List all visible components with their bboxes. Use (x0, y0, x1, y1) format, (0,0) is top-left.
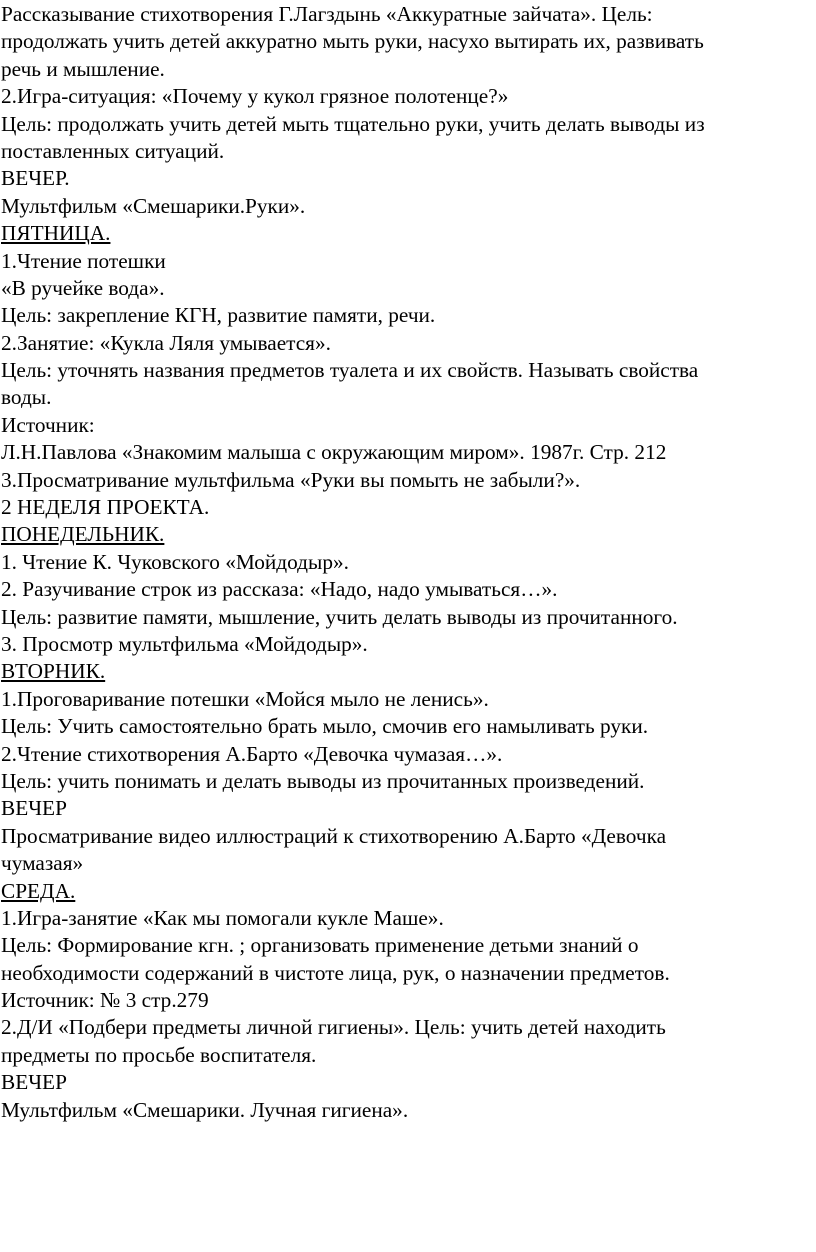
text-line: 2.Игра-ситуация: «Почему у кукол грязное полотенце?» (1, 84, 509, 109)
text-line: 2. Разучивание строк из рассказа: «Надо, надо умываться…». (1, 577, 558, 602)
text-line: Цель: учить понимать и делать выводы из прочитанных произведений. (1, 768, 645, 793)
text-line: 1.Игра-занятие «Как мы помогали кукле Маше». (1, 905, 444, 930)
day-heading-monday: ПОНЕДЕЛЬНИК. (1, 522, 165, 547)
text-line: Источник: № 3 стр.279 (1, 988, 209, 1013)
section-heading-evening: ВЕЧЕР (1, 1070, 67, 1095)
text-line: Источник: (1, 412, 95, 437)
text-line: чумазая» (1, 851, 84, 876)
text-line: Цель: развитие памяти, мышление, учить делать выводы из прочитанного. (1, 604, 678, 629)
text-line: Цель: уточнять названия предметов туалета и их свойств. Называть свойства (1, 358, 699, 383)
text-line: Рассказывание стихотворения Г.Лагздынь «Аккуратные зайчата». Цель: (1, 2, 653, 26)
text-line: Цель: Формирование кгн. ; организовать применение детьми знаний о (1, 933, 639, 958)
text-line: 3.Просматривание мультфильма «Руки вы помыть не забыли?». (1, 467, 581, 492)
text-line: воды. (1, 385, 52, 410)
text-line: речь и мышление. (1, 56, 165, 81)
text-line: необходимости содержаний в чистоте лица, рук, о назначении предметов. (1, 960, 670, 985)
document-text (1, 1, 813, 1124)
text-line: Цель: Учить самостоятельно брать мыло, смочив его намыливать руки. (1, 714, 649, 739)
text-line: предметы по просьбе воспитателя. (1, 1042, 317, 1067)
text-line: продолжать учить детей аккуратно мыть руки, насухо вытирать их, развивать (1, 29, 704, 54)
text-line: «В ручейке вода». (1, 275, 165, 300)
day-heading-wednesday: СРЕДА. (1, 878, 76, 903)
text-line: 1.Проговаривание потешки «Мойся мыло не ленись». (1, 686, 489, 711)
text-line: 2.Занятие: «Кукла Ляля умывается». (1, 330, 331, 355)
text-line: Л.Н.Павлова «Знакомим малыша с окружающим миром». 1987г. Стр. 212 (1, 440, 667, 465)
text-line: Просматривание видео иллюстраций к стихотворению А.Барто «Девочка (1, 823, 667, 848)
section-heading-evening: ВЕЧЕР (1, 796, 67, 821)
text-line: 1. Чтение К. Чуковского «Мойдодыр». (1, 549, 349, 574)
day-heading-friday: ПЯТНИЦА. (1, 221, 111, 246)
text-line: Мультфильм «Смешарики. Лучная гигиена». (1, 1097, 409, 1122)
text-line: Цель: закрепление КГН, развитие памяти, речи. (1, 303, 436, 328)
text-line: 2.Чтение стихотворения А.Барто «Девочка чумазая…». (1, 741, 503, 766)
text-line: 3. Просмотр мультфильма «Мойдодыр». (1, 631, 368, 656)
week-heading: 2 НЕДЕЛЯ ПРОЕКТА. (1, 495, 210, 520)
text-line: Мультфильм «Смешарики.Руки». (1, 193, 306, 218)
text-line: 2.Д/И «Подбери предметы личной гигиены». Цель: учить детей находить (1, 1015, 666, 1040)
text-line: 1.Чтение потешки (1, 248, 166, 273)
text-line: Цель: продолжать учить детей мыть тщательно руки, учить делать выводы из (1, 111, 705, 136)
day-heading-tuesday: ВТОРНИК. (1, 659, 106, 684)
section-heading-evening: ВЕЧЕР. (1, 166, 70, 191)
text-line: поставленных ситуаций. (1, 138, 225, 163)
